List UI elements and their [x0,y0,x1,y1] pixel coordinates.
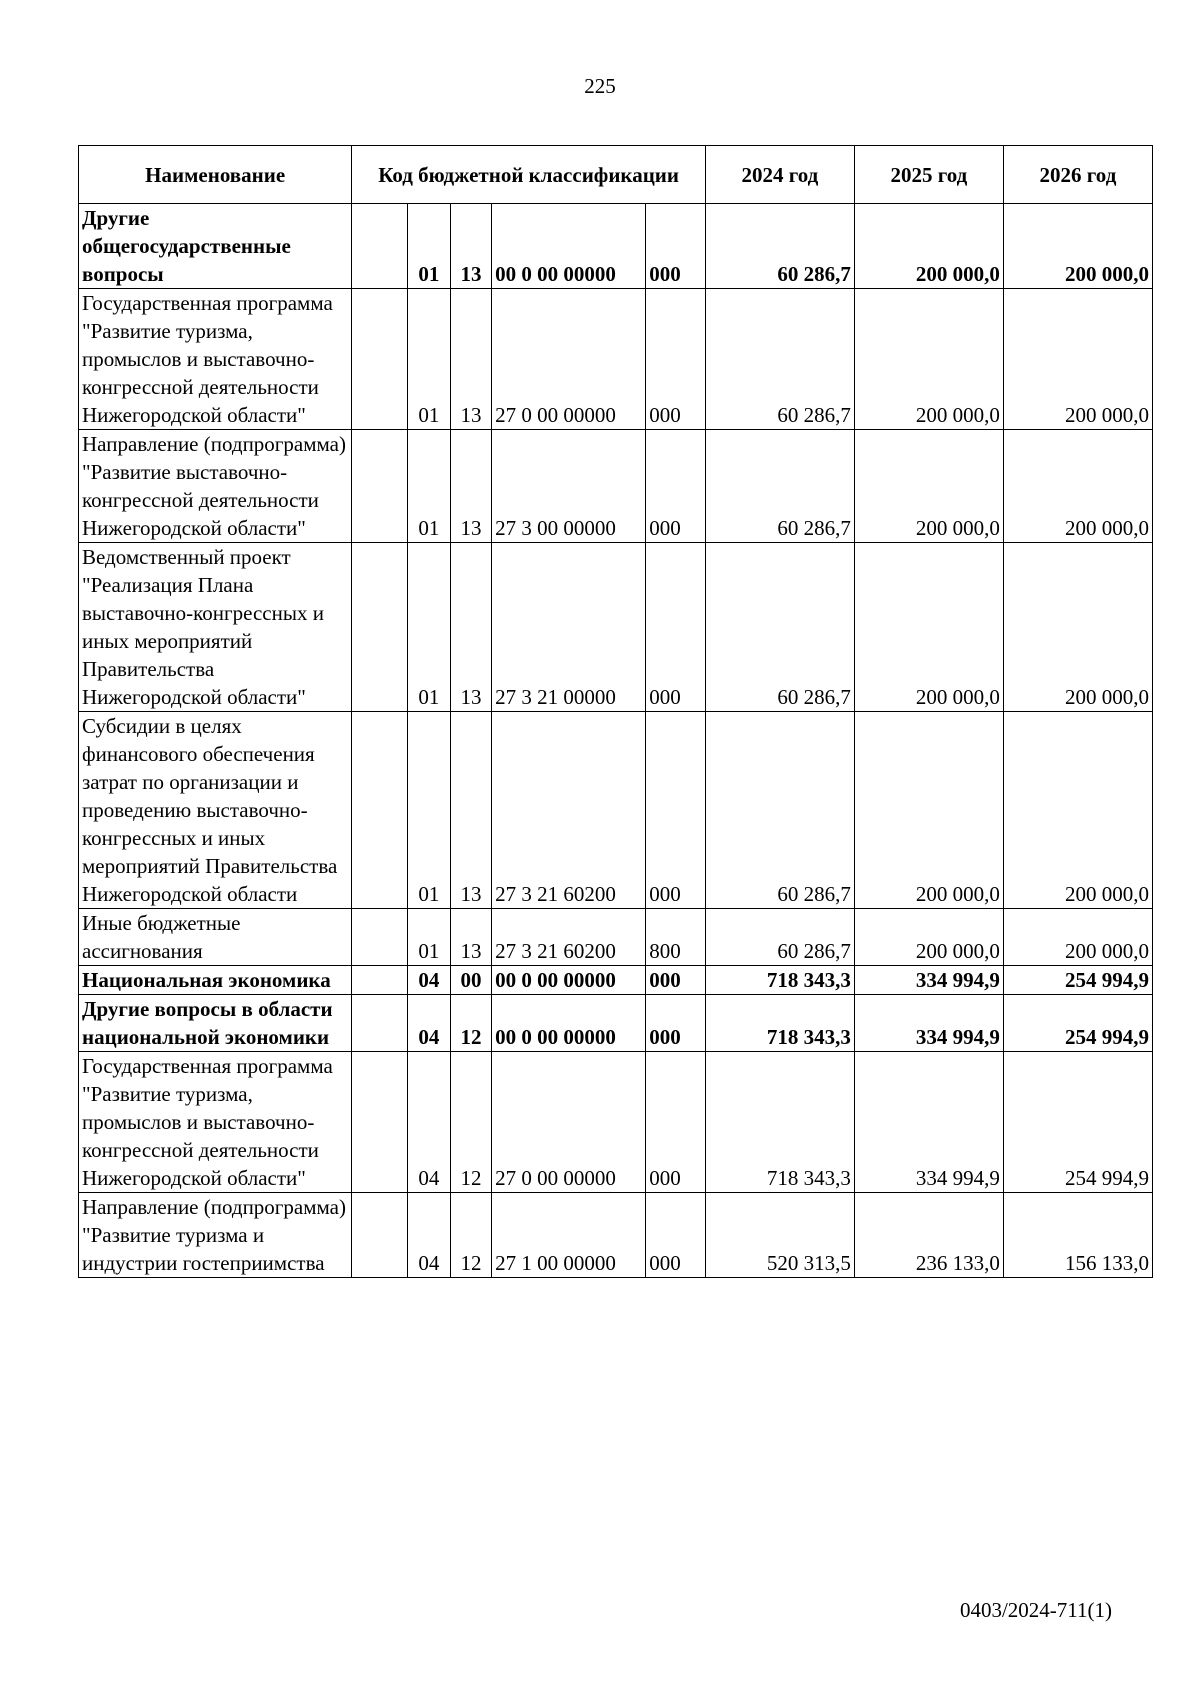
row-2025: 236 133,0 [854,1193,1003,1278]
row-subsection: 13 [451,712,492,909]
row-subsection: 12 [451,1052,492,1193]
table-header-row [79,146,1153,204]
row-2024: 60 286,7 [705,909,854,966]
row-name: Ведомственный проект "Реализация Плана выставочно-конгрессных и иных мероприятий Правительства Нижегородской области" [79,543,352,712]
row-2024: 520 313,5 [705,1193,854,1278]
row-2026: 156 133,0 [1003,1193,1152,1278]
row-2024: 60 286,7 [705,543,854,712]
row-subsection: 12 [451,995,492,1052]
row-2025: 200 000,0 [854,430,1003,543]
table-row [79,1052,1153,1193]
row-2025: 334 994,9 [854,1052,1003,1193]
row-expense-type: 000 [646,966,706,995]
row-target: 27 0 00 00000 [492,289,646,430]
row-empty-cell [352,995,407,1052]
row-2025: 200 000,0 [854,909,1003,966]
row-target: 27 3 00 00000 [492,430,646,543]
row-subsection: 13 [451,204,492,289]
row-section: 04 [407,1052,450,1193]
row-2024: 60 286,7 [705,430,854,543]
budget-table [78,145,1153,1278]
row-2024: 60 286,7 [705,289,854,430]
row-2025: 200 000,0 [854,543,1003,712]
row-name: Иные бюджетные ассигнования [79,909,352,966]
document-code: 0403/2024-711(1) [959,1598,1112,1622]
row-expense-type: 800 [646,909,706,966]
row-empty-cell [352,430,407,543]
table-row [79,1193,1153,1278]
row-empty-cell [352,289,407,430]
row-2024: 718 343,3 [705,995,854,1052]
row-section: 01 [407,430,450,543]
header-2025: 2025 год [854,146,1003,204]
page-number: 225 [584,74,616,98]
row-section: 04 [407,995,450,1052]
row-expense-type: 000 [646,543,706,712]
row-subsection: 13 [451,289,492,430]
row-empty-cell [352,712,407,909]
row-name: Субсидии в целях финансового обеспечения затрат по организации и проведению выставочно-конгрессных и иных мероприятий Правительства Нижегородской области [79,712,352,909]
header-code: Код бюджетной классификации [352,146,706,204]
row-2024: 718 343,3 [705,1052,854,1193]
row-name: Другие вопросы в области национальной экономики [79,995,352,1052]
row-subsection: 12 [451,1193,492,1278]
row-expense-type: 000 [646,1052,706,1193]
row-empty-cell [352,909,407,966]
row-target: 00 0 00 00000 [492,966,646,995]
row-empty-cell [352,966,407,995]
row-section: 01 [407,204,450,289]
row-section: 04 [407,966,450,995]
row-target: 27 3 21 00000 [492,543,646,712]
row-name: Государственная программа "Развитие туризма, промыслов и выставочно-конгрессной деятельности Нижегородской области" [79,289,352,430]
table-row [79,289,1153,430]
row-name: Направление (подпрограмма) "Развитие туризма и индустрии гостеприимства [79,1193,352,1278]
row-section: 04 [407,1193,450,1278]
row-expense-type: 000 [646,1193,706,1278]
row-empty-cell [352,1052,407,1193]
row-empty-cell [352,543,407,712]
row-expense-type: 000 [646,430,706,543]
row-empty-cell [352,204,407,289]
row-target: 27 0 00 00000 [492,1052,646,1193]
row-2026: 200 000,0 [1003,712,1152,909]
row-name: Другие общегосударственные вопросы [79,204,352,289]
row-2026: 200 000,0 [1003,204,1152,289]
row-2025: 200 000,0 [854,289,1003,430]
row-section: 01 [407,712,450,909]
row-empty-cell [352,1193,407,1278]
row-name: Направление (подпрограмма) "Развитие выставочно-конгрессной деятельности Нижегородской области" [79,430,352,543]
row-2024: 60 286,7 [705,712,854,909]
row-2024: 718 343,3 [705,966,854,995]
row-2025: 334 994,9 [854,966,1003,995]
row-subsection: 13 [451,543,492,712]
row-expense-type: 000 [646,204,706,289]
table-row [79,204,1153,289]
row-target: 27 3 21 60200 [492,712,646,909]
table-row [79,543,1153,712]
row-2026: 254 994,9 [1003,995,1152,1052]
header-name: Наименование [79,146,352,204]
row-subsection: 00 [451,966,492,995]
row-2024: 60 286,7 [705,204,854,289]
row-expense-type: 000 [646,289,706,430]
header-2024: 2024 год [705,146,854,204]
row-2026: 200 000,0 [1003,909,1152,966]
row-2026: 254 994,9 [1003,1052,1152,1193]
row-name: Государственная программа "Развитие туризма, промыслов и выставочно-конгрессной деятельности Нижегородской области" [79,1052,352,1193]
row-name: Национальная экономика [79,966,352,995]
row-2026: 200 000,0 [1003,430,1152,543]
table-row [79,966,1153,995]
row-expense-type: 000 [646,995,706,1052]
row-target: 27 1 00 00000 [492,1193,646,1278]
header-2026: 2026 год [1003,146,1152,204]
row-subsection: 13 [451,430,492,543]
row-target: 00 0 00 00000 [492,204,646,289]
table-row [79,995,1153,1052]
table-row [79,430,1153,543]
row-subsection: 13 [451,909,492,966]
row-section: 01 [407,909,450,966]
row-expense-type: 000 [646,712,706,909]
row-target: 00 0 00 00000 [492,995,646,1052]
row-section: 01 [407,289,450,430]
row-target: 27 3 21 60200 [492,909,646,966]
row-2025: 334 994,9 [854,995,1003,1052]
row-2025: 200 000,0 [854,712,1003,909]
row-2026: 200 000,0 [1003,289,1152,430]
table-row [79,909,1153,966]
row-2026: 254 994,9 [1003,966,1152,995]
row-2026: 200 000,0 [1003,543,1152,712]
table-row [79,712,1153,909]
row-2025: 200 000,0 [854,204,1003,289]
row-section: 01 [407,543,450,712]
